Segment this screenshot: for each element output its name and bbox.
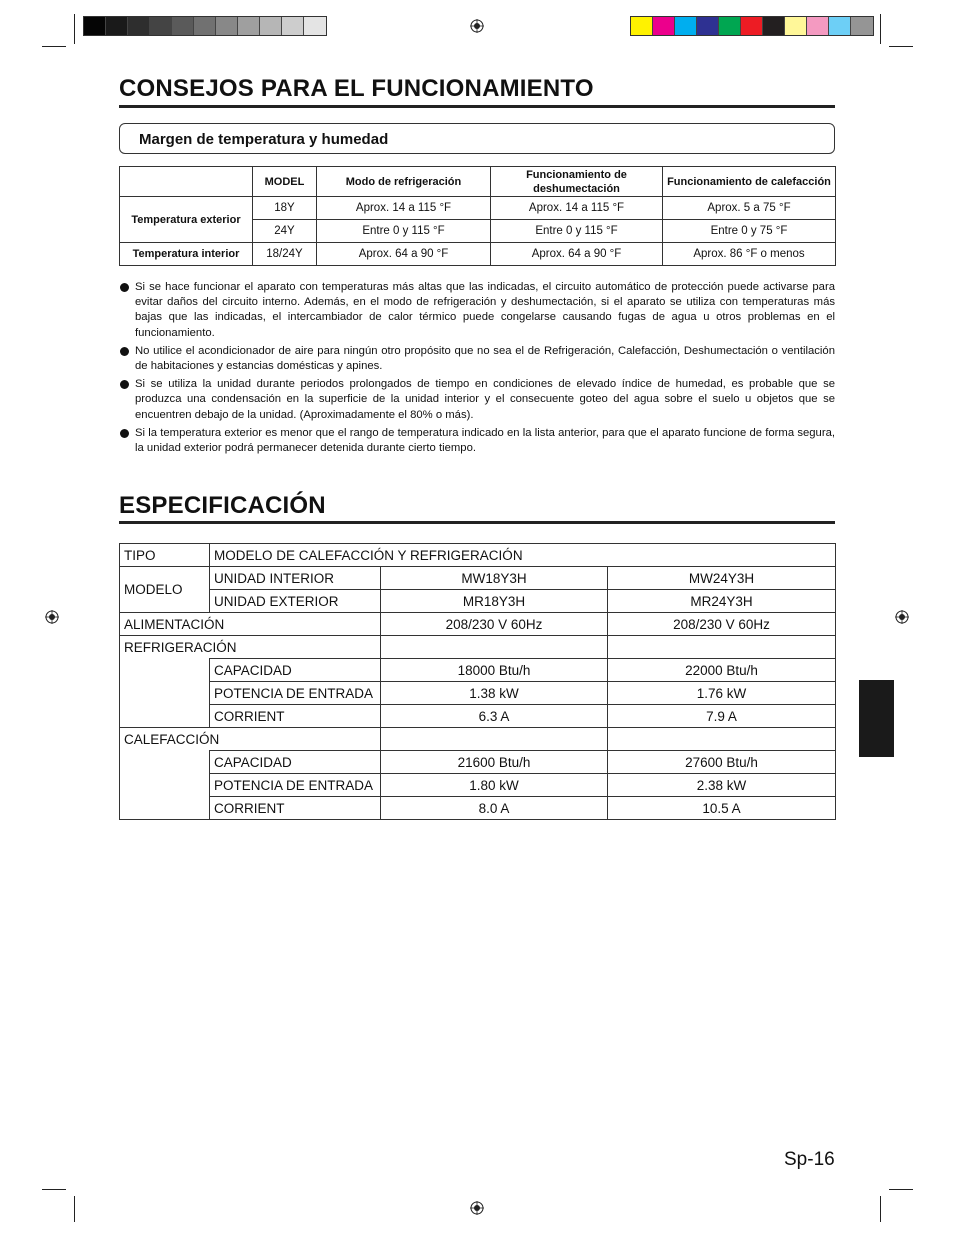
model-cell: 18Y [253, 197, 317, 220]
section-side-tab [859, 680, 894, 757]
color-swatch [697, 17, 719, 35]
color-swatch [84, 17, 106, 35]
registration-mark-icon [470, 19, 484, 33]
color-swatch [631, 17, 653, 35]
cooling-input-24: 1.76 kW [608, 682, 836, 705]
color-swatch [851, 17, 873, 35]
page-number: Sp-16 [784, 1149, 835, 1170]
table-row [120, 544, 836, 567]
heating-cell: Aprox. 86 °F o menos [663, 243, 836, 266]
note-text: Si se hace funcionar el aparato con temperaturas más altas que las indicadas, el circuito automático de protección puede activarse para evitar daños del circuito interno. Además, en el modo de refrigeración y deshumectación, si el aparato se utiliza con temperaturas más bajas que las indicadas, el intercambiador de calor térmico puede congelarse causando fugas de agua u otros problemas en el funcionamiento. [135, 281, 835, 339]
list-item [119, 344, 835, 374]
spacer-cell [120, 659, 210, 728]
color-swatch [238, 17, 260, 35]
list-item [119, 377, 835, 423]
heating-cell: Entre 0 y 75 °F [663, 220, 836, 243]
heating-input-18: 1.80 kW [381, 774, 608, 797]
table-row [120, 590, 836, 613]
heating-cell: Aprox. 5 a 75 °F [663, 197, 836, 220]
empty-cell [381, 728, 608, 751]
cooling-current-18: 6.3 A [381, 705, 608, 728]
heating-input-24: 2.38 kW [608, 774, 836, 797]
color-swatch [304, 17, 326, 35]
color-swatch [675, 17, 697, 35]
power-value-18: 208/230 V 60Hz [381, 613, 608, 636]
cooling-label: REFRIGERACIÓN [120, 636, 381, 659]
table-row [120, 682, 836, 705]
bullet-icon [120, 347, 129, 356]
color-swatch [194, 17, 216, 35]
color-swatch [282, 17, 304, 35]
process-color-bar [630, 16, 874, 36]
bullet-icon [120, 380, 129, 389]
subsection-header [119, 123, 835, 154]
title-rule [119, 105, 835, 108]
outdoor-model-24: MR24Y3H [608, 590, 836, 613]
temperature-range-table [119, 166, 836, 266]
tipo-label: TIPO [120, 544, 210, 567]
spacer-cell [120, 751, 210, 820]
registration-mark-icon [895, 610, 909, 624]
heating-input-label: POTENCIA DE ENTRADA [210, 774, 381, 797]
header-model: MODEL [253, 167, 317, 197]
note-text: Si la temperatura exterior es menor que el rango de temperatura indicado en la lista anterior, para que el aparato funcione de forma segura, la unidad exterior podrá permanecer detenida durante cierto tiempo. [135, 426, 835, 455]
usage-notes-list [119, 280, 835, 459]
color-swatch [260, 17, 282, 35]
dehum-cell: Aprox. 64 a 90 °F [491, 243, 663, 266]
heating-current-label: CORRIENT [210, 797, 381, 820]
heating-label: CALEFACCIÓN [120, 728, 381, 751]
cooling-cell: Entre 0 y 115 °F [317, 220, 491, 243]
bullet-icon [120, 429, 129, 438]
color-swatch [150, 17, 172, 35]
table-row [120, 751, 836, 774]
grayscale-color-bar [83, 16, 327, 36]
table-row [120, 636, 836, 659]
table-row [120, 197, 836, 220]
subsection-title: Margen de temperatura y humedad [139, 131, 389, 148]
dehum-cell: Entre 0 y 115 °F [491, 220, 663, 243]
color-swatch [741, 17, 763, 35]
power-label: ALIMENTACIÓN [120, 613, 381, 636]
color-swatch [128, 17, 150, 35]
table-row [120, 243, 836, 266]
color-swatch [172, 17, 194, 35]
modelo-label: MODELO [120, 567, 210, 613]
outdoor-model-18: MR18Y3H [381, 590, 608, 613]
title-rule [119, 521, 835, 524]
empty-cell [381, 636, 608, 659]
heating-capacity-label: CAPACIDAD [210, 751, 381, 774]
list-item [119, 426, 835, 456]
bullet-icon [120, 283, 129, 292]
color-swatch [106, 17, 128, 35]
section-title-consejos: CONSEJOS PARA EL FUNCIONAMIENTO [119, 75, 594, 102]
color-swatch [763, 17, 785, 35]
empty-cell [608, 728, 836, 751]
cooling-current-label: CORRIENT [210, 705, 381, 728]
power-value-24: 208/230 V 60Hz [608, 613, 836, 636]
registration-mark-icon [45, 610, 59, 624]
note-text: No utilice el acondicionador de aire para ningún otro propósito que no sea el de Refrigeración, Calefacción, Deshumectación o ventilación de habitaciones y estancias domésticas y apines. [135, 344, 835, 373]
outdoor-unit-label: UNIDAD EXTERIOR [210, 590, 381, 613]
cooling-cell: Aprox. 64 a 90 °F [317, 243, 491, 266]
list-item [119, 280, 835, 341]
cooling-capacity-24: 22000 Btu/h [608, 659, 836, 682]
color-swatch [785, 17, 807, 35]
tipo-value: MODELO DE CALEFACCIÓN Y REFRIGERACIÓN [210, 544, 836, 567]
header-heating: Funcionamiento de calefacción [663, 167, 836, 197]
color-swatch [719, 17, 741, 35]
outdoor-temperature-label: Temperatura exterior [120, 197, 253, 243]
header-dehumidification: Funcionamiento de deshumectación [491, 167, 663, 197]
color-swatch [216, 17, 238, 35]
header-cooling: Modo de refrigeración [317, 167, 491, 197]
cooling-input-18: 1.38 kW [381, 682, 608, 705]
registration-mark-icon [470, 1201, 484, 1215]
specification-table [119, 543, 836, 820]
heating-capacity-24: 27600 Btu/h [608, 751, 836, 774]
table-row [120, 613, 836, 636]
model-cell: 24Y [253, 220, 317, 243]
heating-current-24: 10.5 A [608, 797, 836, 820]
indoor-model-24: MW24Y3H [608, 567, 836, 590]
indoor-unit-label: UNIDAD INTERIOR [210, 567, 381, 590]
table-row [120, 728, 836, 751]
model-cell: 18/24Y [253, 243, 317, 266]
empty-header-cell [120, 167, 253, 197]
table-row [120, 567, 836, 590]
table-row [120, 659, 836, 682]
heating-capacity-18: 21600 Btu/h [381, 751, 608, 774]
indoor-temperature-label: Temperatura interior [120, 243, 253, 266]
table-row [120, 774, 836, 797]
cooling-capacity-label: CAPACIDAD [210, 659, 381, 682]
section-title-especificacion: ESPECIFICACIÓN [119, 492, 326, 519]
cooling-input-label: POTENCIA DE ENTRADA [210, 682, 381, 705]
color-swatch [829, 17, 851, 35]
note-text: Si se utiliza la unidad durante periodos prolongados de tiempo en condiciones de elevado índice de humedad, es probable que se produzca una condensación en la superficie de la unidad interior y el consecuente goteo del agua sobre el suelo u objetos que se encuentren debajo de la unidad. (Aproximadamente el 80% o más). [135, 378, 835, 421]
indoor-model-18: MW18Y3H [381, 567, 608, 590]
table-row [120, 705, 836, 728]
table-row [120, 797, 836, 820]
cooling-current-24: 7.9 A [608, 705, 836, 728]
dehum-cell: Aprox. 14 a 115 °F [491, 197, 663, 220]
color-swatch [807, 17, 829, 35]
color-swatch [653, 17, 675, 35]
cooling-cell: Aprox. 14 a 115 °F [317, 197, 491, 220]
table-header-row [120, 167, 836, 197]
cooling-capacity-18: 18000 Btu/h [381, 659, 608, 682]
heating-current-18: 8.0 A [381, 797, 608, 820]
empty-cell [608, 636, 836, 659]
